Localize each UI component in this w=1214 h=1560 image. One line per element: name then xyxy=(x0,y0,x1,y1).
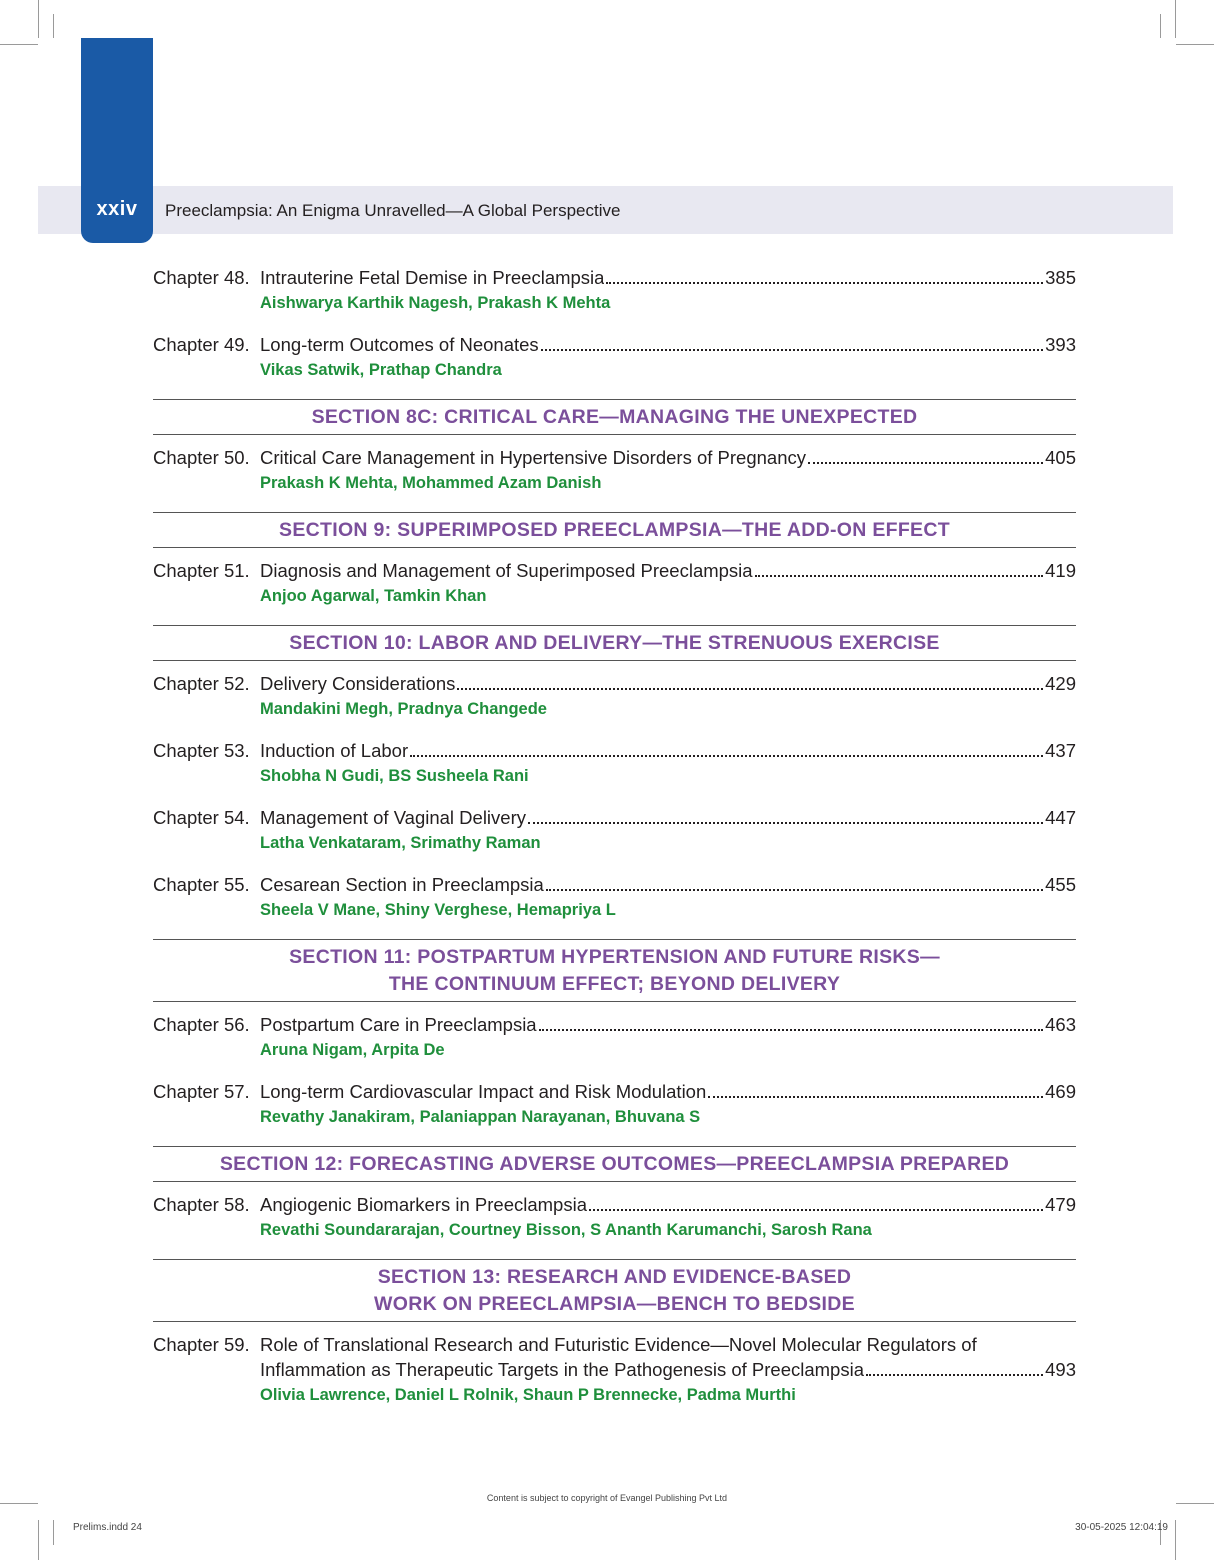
chapter-number: Chapter 55. xyxy=(153,874,250,895)
chapter-title: Management of Vaginal Delivery xyxy=(260,807,526,828)
table-of-contents xyxy=(153,265,1076,1424)
chapter-authors: Prakash K Mehta, Mohammed Azam Danish xyxy=(260,474,602,492)
chapter-authors: Sheela V Mane, Shiny Verghese, Hemapriya L xyxy=(260,901,616,919)
chapter-number: Chapter 52. xyxy=(153,673,250,694)
chapter-authors: Latha Venkataram, Srimathy Raman xyxy=(260,834,541,852)
section-heading-line: SECTION 12: FORECASTING ADVERSE OUTCOMES—PREECLAMPSIA PREPARED xyxy=(219,1153,1010,1175)
dot-leader xyxy=(541,349,1043,351)
crop-mark xyxy=(0,1503,38,1504)
crop-mark xyxy=(1160,14,1161,38)
section-heading-line: WORK ON PREECLAMPSIA—BENCH TO BEDSIDE xyxy=(374,1293,855,1315)
print-timestamp: 30-05-2025 12:04:19 xyxy=(1075,1522,1168,1533)
chapter-title: Postpartum Care in Preeclampsia xyxy=(260,1014,537,1035)
chapter-page-number: 385 xyxy=(1045,267,1076,288)
toc-chapter-entry[interactable] xyxy=(153,1079,1076,1130)
dot-leader xyxy=(539,1029,1044,1031)
section-heading xyxy=(153,625,1076,661)
chapter-authors: Vikas Satwik, Prathap Chandra xyxy=(260,361,502,379)
chapter-number: Chapter 51. xyxy=(153,560,250,581)
chapter-title: Inflammation as Therapeutic Targets in the Pathogenesis of Preeclampsia xyxy=(260,1359,864,1380)
chapter-page-number: 405 xyxy=(1045,447,1076,468)
chapter-page-number: 463 xyxy=(1045,1014,1076,1035)
copyright-note: Content is subject to copyright of Evangel Publishing Pvt Ltd xyxy=(486,1493,728,1503)
dot-leader xyxy=(866,1374,1043,1376)
toc-chapter-entry[interactable] xyxy=(153,1332,1076,1408)
chapter-page-number: 455 xyxy=(1045,874,1076,895)
crop-mark xyxy=(38,0,39,38)
section-heading-line: SECTION 13: RESEARCH AND EVIDENCE-BASED xyxy=(377,1266,852,1288)
chapter-authors: Mandakini Megh, Pradnya Changede xyxy=(260,700,547,718)
crop-mark xyxy=(1176,1503,1214,1504)
dot-leader xyxy=(708,1096,1043,1098)
chapter-title: Long-term Cardiovascular Impact and Risk Modulation xyxy=(260,1081,707,1102)
chapter-page-number: 419 xyxy=(1045,560,1076,581)
dot-leader xyxy=(528,822,1043,824)
toc-chapter-entry[interactable] xyxy=(153,805,1076,856)
chapter-page-number: 493 xyxy=(1045,1359,1076,1380)
chapter-page-number: 447 xyxy=(1045,807,1076,828)
section-heading-line: SECTION 8C: CRITICAL CARE—MANAGING THE UNEXPECTED xyxy=(311,406,918,428)
chapter-number: Chapter 57. xyxy=(153,1081,250,1102)
toc-chapter-entry[interactable] xyxy=(153,332,1076,383)
chapter-page-number: 429 xyxy=(1045,673,1076,694)
dot-leader xyxy=(589,1209,1043,1211)
chapter-title: Angiogenic Biomarkers in Preeclampsia xyxy=(260,1194,587,1215)
toc-chapter-entry[interactable] xyxy=(153,671,1076,722)
toc-chapter-entry[interactable] xyxy=(153,265,1076,316)
chapter-number: Chapter 54. xyxy=(153,807,250,828)
chapter-number: Chapter 58. xyxy=(153,1194,250,1215)
chapter-authors: Olivia Lawrence, Daniel L Rolnik, Shaun P Brennecke, Padma Murthi xyxy=(260,1386,796,1404)
chapter-number: Chapter 53. xyxy=(153,740,250,761)
chapter-page-number: 479 xyxy=(1045,1194,1076,1215)
chapter-number: Chapter 49. xyxy=(153,334,250,355)
chapter-authors: Aruna Nigam, Arpita De xyxy=(260,1041,445,1059)
chapter-authors: Revathy Janakiram, Palaniappan Narayanan, Bhuvana S xyxy=(260,1108,701,1126)
chapter-authors: Revathi Soundararajan, Courtney Bisson, S Ananth Karumanchi, Sarosh Rana xyxy=(260,1221,872,1239)
dot-leader xyxy=(410,755,1043,757)
chapter-title: Critical Care Management in Hypertensive Disorders of Pregnancy xyxy=(260,447,806,468)
section-heading xyxy=(153,939,1076,1002)
dot-leader xyxy=(755,575,1044,577)
running-title: Preeclampsia: An Enigma Unravelled—A Global Perspective xyxy=(165,201,621,220)
crop-mark xyxy=(1175,1520,1176,1560)
section-heading-line: SECTION 9: SUPERIMPOSED PREECLAMPSIA—THE ADD-ON EFFECT xyxy=(279,519,950,541)
section-heading-line: SECTION 11: POSTPARTUM HYPERTENSION AND FUTURE RISKS— xyxy=(289,946,940,968)
section-heading-line: SECTION 10: LABOR AND DELIVERY—THE STRENUOUS EXERCISE xyxy=(289,632,940,654)
toc-chapter-entry[interactable] xyxy=(153,872,1076,923)
chapter-page-number: 469 xyxy=(1045,1081,1076,1102)
crop-mark xyxy=(53,14,54,38)
section-heading xyxy=(153,512,1076,548)
chapter-authors: Shobha N Gudi, BS Susheela Rani xyxy=(260,767,529,785)
toc-chapter-entry[interactable] xyxy=(153,445,1076,496)
dot-leader xyxy=(457,688,1043,690)
crop-mark xyxy=(38,1520,39,1560)
section-heading xyxy=(153,1259,1076,1322)
crop-mark xyxy=(1176,44,1214,45)
chapter-number: Chapter 56. xyxy=(153,1014,250,1035)
section-heading xyxy=(153,399,1076,435)
chapter-title: Cesarean Section in Preeclampsia xyxy=(260,874,544,895)
chapter-number: Chapter 59. xyxy=(153,1334,250,1355)
chapter-page-number: 437 xyxy=(1045,740,1076,761)
chapter-page-number: 393 xyxy=(1045,334,1076,355)
chapter-number: Chapter 50. xyxy=(153,447,250,468)
crop-mark xyxy=(1175,0,1176,38)
toc-chapter-entry[interactable] xyxy=(153,1012,1076,1063)
dot-leader xyxy=(606,282,1043,284)
chapter-number: Chapter 48. xyxy=(153,267,250,288)
chapter-title: Long-term Outcomes of Neonates xyxy=(260,334,539,355)
toc-chapter-entry[interactable] xyxy=(153,558,1076,609)
crop-mark xyxy=(53,1520,54,1545)
toc-chapter-entry[interactable] xyxy=(153,1192,1076,1243)
crop-mark xyxy=(0,44,38,45)
file-slug: Prelims.indd 24 xyxy=(73,1522,142,1533)
section-heading-line: THE CONTINUUM EFFECT; BEYOND DELIVERY xyxy=(388,973,841,995)
toc-chapter-entry[interactable] xyxy=(153,738,1076,789)
chapter-title: Delivery Considerations xyxy=(260,673,456,694)
dot-leader xyxy=(546,889,1043,891)
chapter-authors: Aishwarya Karthik Nagesh, Prakash K Mehta xyxy=(260,294,611,312)
dot-leader xyxy=(808,462,1043,464)
page-number: xxiv xyxy=(96,198,138,220)
chapter-title: Role of Translational Research and Futuristic Evidence—Novel Molecular Regulators of xyxy=(260,1334,977,1355)
chapter-authors: Anjoo Agarwal, Tamkin Khan xyxy=(260,587,487,605)
chapter-title: Diagnosis and Management of Superimposed Preeclampsia xyxy=(260,560,753,581)
chapter-title: Induction of Labor xyxy=(260,740,409,761)
chapter-title: Intrauterine Fetal Demise in Preeclampsia xyxy=(260,267,605,288)
section-heading xyxy=(153,1146,1076,1182)
